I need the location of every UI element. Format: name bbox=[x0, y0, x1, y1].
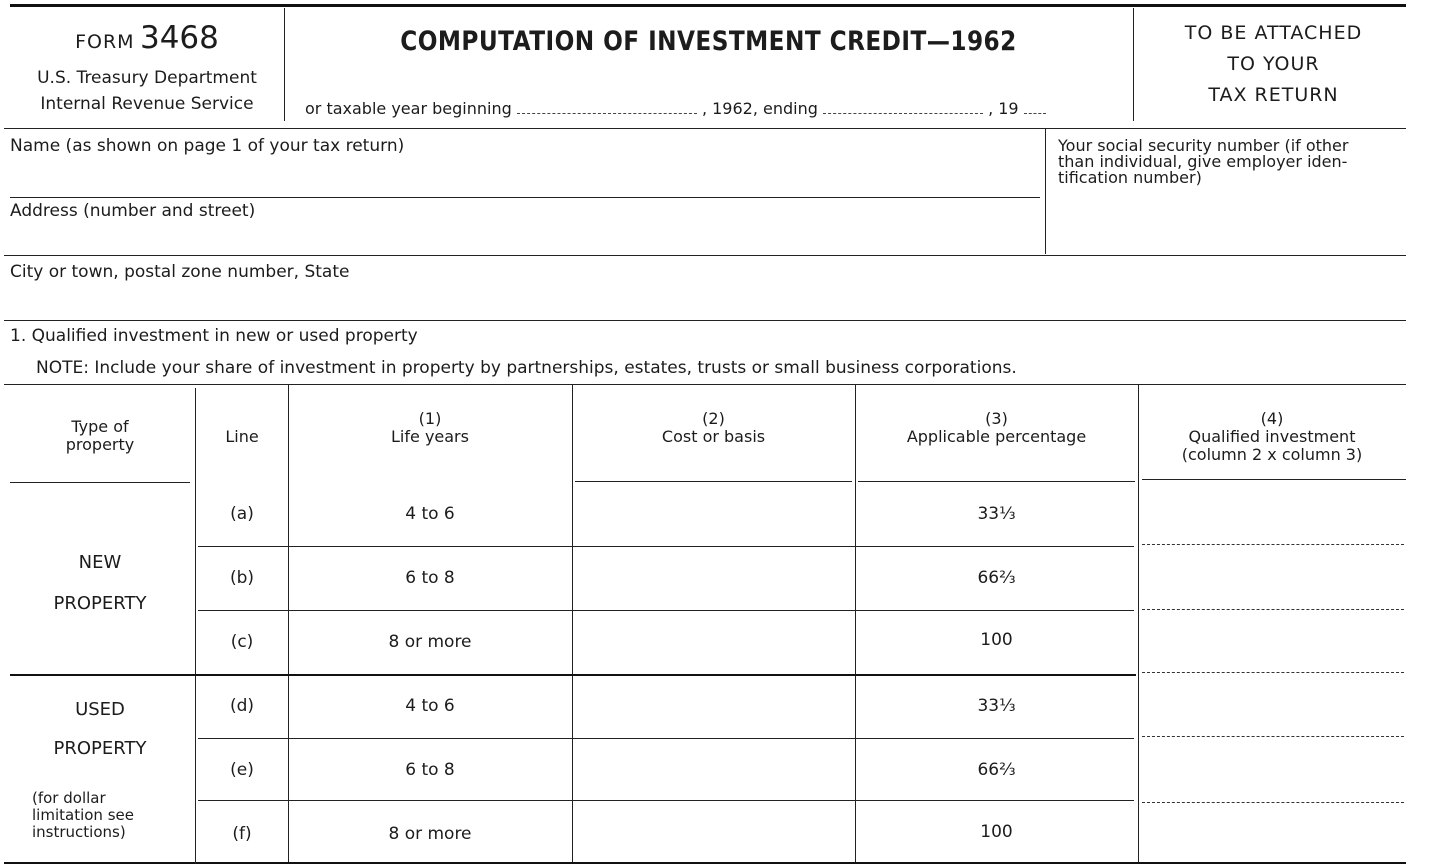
col4-header bbox=[1138, 410, 1406, 464]
qi-header-rule bbox=[1142, 479, 1406, 480]
col3-number: (3) bbox=[985, 409, 1008, 428]
form-word: FORM bbox=[75, 31, 135, 53]
attach-line-1: TO BE ATTACHED bbox=[1184, 22, 1363, 44]
row-d-percent: 33⅓ bbox=[977, 696, 1016, 716]
ssn-divider bbox=[1045, 129, 1046, 254]
table-col-divider-2 bbox=[288, 384, 289, 862]
type-header-rule bbox=[10, 482, 190, 483]
attach-line-2: TO YOUR bbox=[1227, 53, 1320, 75]
new-property-line-2: PROPERTY bbox=[53, 593, 147, 614]
row-c-life: 8 or more bbox=[388, 632, 472, 652]
qi-dash-a bbox=[1142, 544, 1404, 545]
row-d-cost-field[interactable] bbox=[576, 678, 852, 734]
col3-label: Applicable percentage bbox=[906, 427, 1087, 446]
used-note-line-1: (for dollar bbox=[32, 789, 106, 807]
table-bottom-rule bbox=[4, 862, 1406, 864]
row-a-qualified-field[interactable] bbox=[1142, 488, 1404, 540]
table-col-divider-3 bbox=[572, 384, 573, 862]
row-e-percent: 66⅔ bbox=[977, 760, 1016, 780]
row-f-life: 8 or more bbox=[388, 824, 472, 844]
row-b-line: (b) bbox=[229, 568, 255, 588]
qi-dash-c bbox=[1142, 672, 1404, 673]
col2-number: (2) bbox=[702, 409, 725, 428]
row-a-life: 4 to 6 bbox=[405, 504, 455, 524]
taxable-year-mid: , 1962, ending bbox=[701, 99, 818, 118]
row-rule-b bbox=[198, 610, 1134, 611]
col4-number: (4) bbox=[1260, 409, 1284, 428]
ssn-label-3: tification number) bbox=[1058, 168, 1202, 187]
form-title: COMPUTATION OF INVESTMENT CREDIT—1962 bbox=[400, 26, 1017, 57]
address-bottom-rule bbox=[4, 255, 1406, 256]
section-1-note: NOTE: Include your share of investment in property by partnerships, estates, trusts or small business corporations. bbox=[36, 358, 1017, 378]
col1-number: (1) bbox=[418, 409, 442, 428]
year-beginning-field[interactable] bbox=[517, 101, 697, 114]
row-e-cost-field[interactable] bbox=[576, 742, 852, 796]
col1-header bbox=[288, 410, 572, 446]
row-b-cost-field[interactable] bbox=[576, 550, 852, 606]
row-c-cost-field[interactable] bbox=[576, 614, 852, 670]
city-label: City or town, postal zone number, State bbox=[10, 262, 350, 282]
ssn-label-2: than individual, give employer iden- bbox=[1058, 152, 1348, 171]
taxable-year-prefix: or taxable year beginning bbox=[305, 99, 512, 118]
row-rule-e bbox=[198, 800, 1134, 801]
row-c-line: (c) bbox=[230, 632, 254, 652]
agency-line-2: Internal Revenue Service bbox=[40, 94, 254, 114]
city-field[interactable] bbox=[10, 284, 1400, 318]
header-divider-left bbox=[284, 8, 285, 121]
year-suffix-field[interactable] bbox=[1024, 101, 1046, 114]
form-number: 3468 bbox=[139, 20, 219, 56]
type-of-property-header bbox=[10, 418, 190, 454]
col1-label: Life years bbox=[391, 427, 469, 446]
row-e-life: 6 to 8 bbox=[405, 760, 455, 780]
name-field[interactable] bbox=[10, 158, 1040, 196]
address-label: Address (number and street) bbox=[10, 201, 256, 221]
top-border bbox=[10, 4, 1406, 7]
row-b-percent: 66⅔ bbox=[977, 568, 1016, 588]
name-label: Name (as shown on page 1 of your tax return) bbox=[10, 136, 405, 156]
ssn-label-1: Your social security number (if other bbox=[1058, 136, 1349, 155]
row-e-line: (e) bbox=[230, 760, 254, 780]
agency-line-1: U.S. Treasury Department bbox=[37, 68, 257, 88]
address-field[interactable] bbox=[10, 224, 1040, 254]
table-col-divider-1 bbox=[195, 388, 196, 864]
row-c-qualified-field[interactable] bbox=[1142, 614, 1404, 668]
used-note-line-3: instructions) bbox=[32, 823, 126, 841]
row-d-life: 4 to 6 bbox=[405, 696, 455, 716]
row-rule-a bbox=[198, 546, 1134, 547]
row-b-qualified-field[interactable] bbox=[1142, 550, 1404, 605]
used-property-line-2: PROPERTY bbox=[53, 738, 147, 759]
taxable-year-line bbox=[305, 99, 1046, 118]
type-header-line-2: property bbox=[65, 435, 135, 454]
new-property-line-1: NEW bbox=[78, 552, 122, 573]
row-a-line: (a) bbox=[230, 504, 254, 524]
row-a-cost-field[interactable] bbox=[576, 488, 852, 542]
col2-header bbox=[572, 410, 855, 446]
section-1-heading: 1. Qualified investment in new or used property bbox=[10, 326, 418, 346]
row-f-line: (f) bbox=[232, 824, 252, 844]
cost-header-rule bbox=[575, 481, 852, 482]
used-property-note bbox=[32, 790, 134, 841]
col2-label: Cost or basis bbox=[661, 427, 766, 446]
name-underline bbox=[10, 197, 1040, 198]
row-e-qualified-field[interactable] bbox=[1142, 742, 1404, 798]
row-d-qualified-field[interactable] bbox=[1142, 678, 1404, 732]
row-b-life: 6 to 8 bbox=[405, 568, 455, 588]
attach-line-3: TAX RETURN bbox=[1208, 84, 1339, 106]
row-d-line: (d) bbox=[229, 696, 255, 716]
city-bottom-rule bbox=[4, 320, 1406, 321]
row-f-percent: 100 bbox=[980, 822, 1013, 842]
col4-label: Qualified investment bbox=[1188, 427, 1356, 446]
row-f-qualified-field[interactable] bbox=[1142, 808, 1404, 858]
col3-header bbox=[855, 410, 1138, 446]
form-number-block bbox=[10, 20, 284, 56]
line-header: Line bbox=[225, 427, 259, 446]
col4-sub: (column 2 x column 3) bbox=[1181, 445, 1363, 464]
row-c-percent: 100 bbox=[980, 630, 1013, 650]
type-header-line-1: Type of bbox=[71, 417, 129, 436]
table-col-divider-4 bbox=[855, 384, 856, 862]
row-a-percent: 33⅓ bbox=[977, 504, 1016, 524]
pct-header-rule bbox=[858, 481, 1135, 482]
qi-dash-b bbox=[1142, 609, 1404, 610]
used-property-line-1: USED bbox=[75, 699, 125, 720]
group-divider bbox=[10, 674, 1136, 676]
row-f-cost-field[interactable] bbox=[576, 806, 852, 858]
qi-dash-e bbox=[1142, 802, 1404, 803]
form-title-wrap bbox=[284, 26, 1133, 57]
year-ending-field[interactable] bbox=[823, 101, 983, 114]
row-rule-d bbox=[198, 738, 1134, 739]
used-note-line-2: limitation see bbox=[32, 806, 134, 824]
taxable-year-end: , 19 bbox=[988, 99, 1019, 118]
ssn-field[interactable] bbox=[1058, 192, 1398, 250]
table-top-rule bbox=[4, 384, 1406, 385]
attach-notice bbox=[1136, 18, 1411, 111]
qi-dash-d bbox=[1142, 736, 1404, 737]
header-divider-right bbox=[1133, 8, 1134, 121]
header-bottom-rule bbox=[4, 128, 1406, 129]
